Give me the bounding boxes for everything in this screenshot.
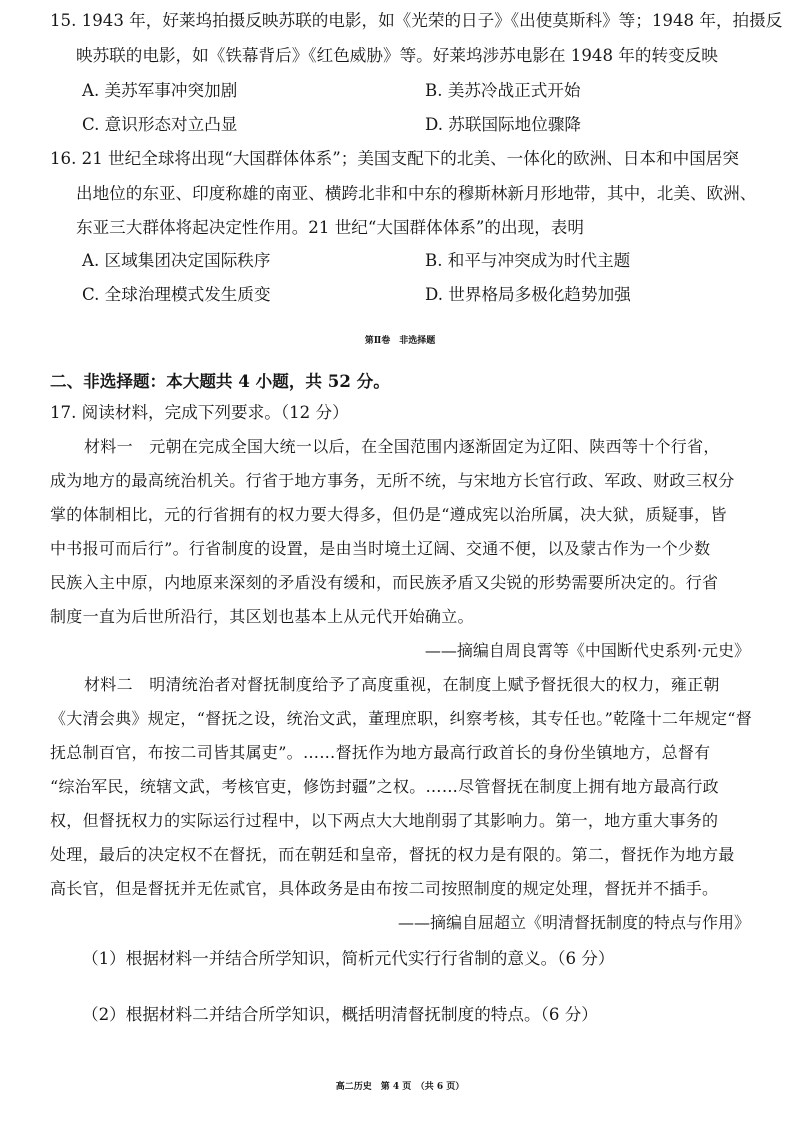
material2-line-5: 权，但督抚权力的实际运行过程中，以下两点大大地削弱了其影响力。第一，地方重大事务的 xyxy=(50,811,719,830)
q16-option-a: A. 区域集团决定国际秩序 xyxy=(82,251,271,270)
q17-sub-question-1: （1）根据材料一并结合所学知识，简析元代实行行省制的意义。（6 分） xyxy=(82,949,615,968)
q17-sub-question-2: （2）根据材料二并结合所学知识，概括明清督抚制度的特点。（6 分） xyxy=(82,1005,598,1024)
material2-source: ——摘编自屈超立《明清督抚制度的特点与作用》 xyxy=(397,913,750,932)
material1-line-5: 民族入主中原，内地原来深刻的矛盾没有缓和，而民族矛盾又尖锐的形势需要所决定的。行省 xyxy=(50,573,719,592)
material2-line-1: 材料二 明清统治者对督抚制度给予了高度重视，在制度上赋予督抚很大的权力，雍正朝 xyxy=(84,675,720,694)
q16-stem-line-3: 东亚三大群体将起决定性作用。21 世纪“大国群体体系”的出现，表明 xyxy=(76,218,584,237)
volume-2-title: 第Ⅱ卷 非选择题 xyxy=(364,336,436,346)
q17-stem: 17. 阅读材料，完成下列要求。（12 分） xyxy=(50,403,349,422)
q16-stem-line-2: 出地位的东亚、印度称雄的南亚、横跨北非和中东的穆斯林新月形地带，其中，北美、欧洲、 xyxy=(76,184,757,203)
q16-option-d: D. 世界格局多极化趋势加强 xyxy=(425,285,631,304)
material2-line-7: 高长官，但是督抚并无佐贰官，具体政务是由布按二司按照制度的规定处理，督抚并不插手。 xyxy=(50,879,719,898)
material2-line-2: 《大清会典》规定，“督抚之设，统治文武，董理庶职，纠察考核，其专任也。”乾隆十二年规定“督 xyxy=(50,709,753,728)
q15-option-a: A. 美苏军事冲突加剧 xyxy=(82,81,238,100)
q15-stem-line-1: 15. 1943 年，好莱坞拍摄反映苏联的电影，如《光荣的日子》《出使莫斯科》等；1948 年，拍摄反 xyxy=(50,11,783,30)
q15-option-c: C. 意识形态对立凸显 xyxy=(82,115,238,134)
material1-line-3: 掌的体制相比，元的行省拥有的权力要大得多，但仍是“遵成宪以治所属，决大狱，质疑事，皆 xyxy=(50,505,727,524)
q15-option-d: D. 苏联国际地位骤降 xyxy=(425,115,582,134)
q16-option-c: C. 全球治理模式发生质变 xyxy=(82,285,271,304)
page-footer: 高二历史 第 4 页 （共 6 页） xyxy=(335,1082,465,1092)
material1-source: ——摘编自周良霄等《中国断代史系列·元史》 xyxy=(424,641,750,660)
material2-line-4: “综治军民，统辖文武，考核官吏，修饬封疆”之权。……尽管督抚在制度上拥有地方最高行政 xyxy=(50,777,719,796)
material1-line-2: 成为地方的最高统治机关。行省于地方事务，无所不统，与宋地方长官行政、军政、财政三权分 xyxy=(50,471,735,490)
material1-line-1: 材料一 元朝在完成全国大统一以后，在全国范围内逐渐固定为辽阳、陕西等十个行省， xyxy=(84,437,720,456)
material2-line-3: 抚总制百官，布按二司皆其属吏”。……督抚作为地方最高行政首长的身份坐镇地方，总督有 xyxy=(50,743,711,762)
material1-line-6: 制度一直为后世所沿行，其区划也基本上从元代开始确立。 xyxy=(50,607,474,626)
q15-stem-line-2: 映苏联的电影，如《铁幕背后》《红色威胁》等。好莱坞涉苏电影在 1948 年的转变反映 xyxy=(76,46,718,65)
q16-stem-line-1: 16. 21 世纪全球将出现“大国群体体系”；美国支配下的北美、一体化的欧洲、日本和中国居突 xyxy=(50,149,739,168)
q16-option-b: B. 和平与冲突成为时代主题 xyxy=(425,251,631,270)
section-2-header: 二、非选择题：本大题共 4 小题，共 52 分。 xyxy=(50,371,390,391)
material1-line-4: 中书报可而后行”。行省制度的设置，是由当时境土辽阔、交通不便，以及蒙古作为一个少数 xyxy=(50,539,711,558)
material2-line-6: 处理，最后的决定权不在督抚，而在朝廷和皇帝，督抚的权力是有限的。第二，督抚作为地方最 xyxy=(50,845,735,864)
q15-option-b: B. 美苏冷战正式开始 xyxy=(425,81,581,100)
